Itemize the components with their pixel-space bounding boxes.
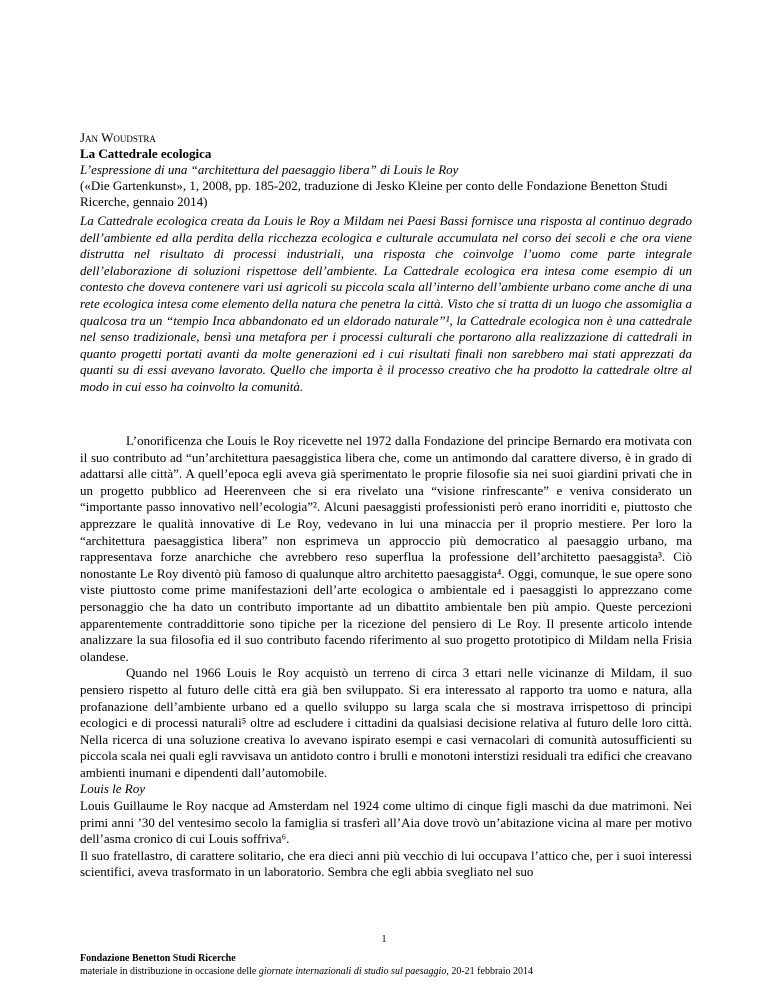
footer-organization: Fondazione Benetton Studi Ricerche xyxy=(80,953,236,964)
footer-note-prefix: materiale in distribuzione in occasione delle xyxy=(80,965,259,977)
source-citation: («Die Gartenkunst», 1, 2008, pp. 185-202, traduzione di Jesko Kleine per conto delle Fondazione Benetton Studi Ricerche, gennaio 2014) xyxy=(80,178,668,209)
paragraph-4: Il suo fratellastro, di carattere solitario, che era dieci anni più vecchio di lui occupava l’attico che, per i suoi interessi scientifici, aveva trasformato in un laboratorio. Sembra che egli abbia svegliato nel suo xyxy=(80,847,692,880)
author-name: Jan Woudstra xyxy=(80,130,156,145)
page-number: 1 xyxy=(381,934,387,945)
abstract: La Cattedrale ecologica creata da Louis le Roy a Mildam nei Paesi Bassi fornisce una risposta al continuo degrado dell’ambiente ed alla perdita della ricchezza ecologica e culturale accumulata nel corso dei secoli e che ora viene distrutta nel risultato di processi industriali, una risposta che coinvolge l’uomo come parte integrale dell’elaborazione di soluzioni rispettose dell’ambiente. La Cattedrale ecologica era intesa come esempio di un contesto che doveva contenere vari usi agricoli su piccola scala all’interno dell’ambiente urbano come anche di una rete ecologica intesa come elemento della natura che penetra la città. Visto che si tratta di un luogo che assomiglia a qualcosa tra un “tempio Inca abbandonato ed un eldorado naturale”¹, la Cattedrale ecologica non è una cattedrale nel senso tradizionale, bensì una metafora per i processi culturali che portarono alla realizzazione di cattedrali in quanto progetti portati avanti da molte generazioni ed i cui risultati finali non sarebbero mai stati apprezzati da quanti su di essi avevano lavorato. Quello che importa è il processo creativo che ha prodotto la cattedrale oltre al modo in cui esso ha coinvolto la comunità. xyxy=(80,213,692,394)
article-title: La Cattedrale ecologica xyxy=(80,146,212,161)
article-header xyxy=(80,130,690,210)
article-subtitle: L’espressione di una “architettura del paesaggio libera” di Louis le Roy xyxy=(80,162,459,177)
paragraph-2: Quando nel 1966 Louis le Roy acquistò un terreno di circa 3 ettari nelle vicinanze di Mildam, il suo pensiero rispetto al futuro delle città era già ben sviluppato. Si era interessato al rapporto tra uomo e natura, alla profanazione dell’ambiente urbano ed a quello sviluppo su larga scala che si mostrava irrispettoso di principi ecologici e di processi naturali⁵ oltre ad escludere i cittadini da qualsiasi decisione relativa al futuro delle loro città. Nella ricerca di una soluzione creativa lo avevano ispirato esempi e casi vernacolari di comunità autosufficienti su piccola scala nei quali egli ravvisava un antidoto contro i brulli e monotoni interstizi residuali tra edifici che creavano ambienti inumani e dipendenti dall’automobile. xyxy=(80,665,692,780)
footer-note-event: giornate internazionali di studio sul paesaggio xyxy=(258,965,447,977)
footer-note-suffix: , 20-21 febbraio 2014 xyxy=(446,965,533,977)
section-title: Louis le Roy xyxy=(80,781,145,797)
footer-note xyxy=(80,966,720,979)
paragraph-3: Louis Guillaume le Roy nacque ad Amsterdam nel 1924 come ultimo di cinque figli maschi da due matrimoni. Nei primi anni ’30 del ventesimo secolo la famiglia si trasferì all’Aia dove trovò un’abitazione vicina al mare per motivo dell’asma cronico di cui Louis soffriva⁶. xyxy=(80,798,692,847)
page-footer xyxy=(80,953,720,978)
body-text xyxy=(80,433,692,881)
paragraph-1: L’onorificenza che Louis le Roy ricevette nel 1972 dalla Fondazione del principe Bernardo era motivata con il suo contributo ad “un’architettura paesaggistica libera che, come un antimondo dal carattere diverso, è in grado di adattarsi alle città”. A quell’epoca egli aveva già sperimentato le proprie filosofie sia nei suoi giardini privati che in un progetto pubblico ad Heerenveen che si era rivelato una “visione rinfrescante” e veniva considerato un “importante passo innovativo nell’ecologia”². Alcuni paesaggisti professionisti però erano inorriditi e, piuttosto che apprezzare le qualità innovative di Le Roy, vedevano in lui una minaccia per il proprio mestiere. Per loro la “architettura paesaggistica libera” non esprimeva un approccio più democratico al paesaggio urbano, ma rappresentava forze anarchiche che avrebbero reso superflua la professione dell’architetto paesaggista³. Ciò nonostante Le Roy diventò più famoso di qualunque altro architetto paesaggista⁴. Oggi, comunque, le sue opere sono viste piuttosto come prime manifestazioni dell’arte ecologica o ambientale ed i paesaggisti lo apprezzano come personaggio che ha dato un contributo importante ad un dibattito ambientale ben più ampio. Queste percezioni apparentemente contraddittorie sono tipiche per la ricezione del pensiero di Le Roy. Il presente articolo intende analizzare la sua filosofia ed il suo contributo facendo riferimento al suo progetto prototipico di Mildam nella Frisia olandese. xyxy=(80,433,692,664)
